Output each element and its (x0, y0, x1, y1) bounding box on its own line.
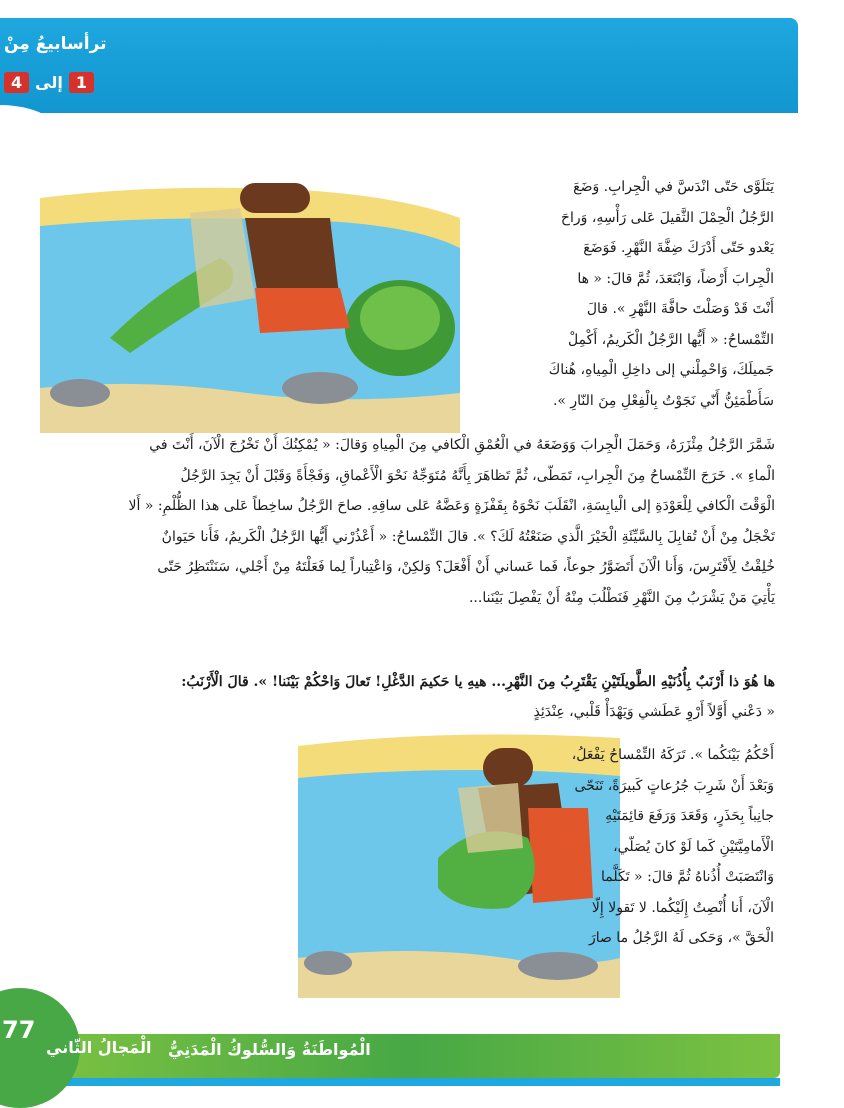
text-line: شَمَّرَ الرَّجُلُ مِئْزَرَهُ، وَحَمَلَ الْجِرابَ وَوَضَعَهُ في الْعُمْقِ الْكافي مِنَ الْمِياهِ وَقالَ: « يُمْكِنُكَ أَنْ تَخْرُجَ الْآنَ، أَنْتَ في (149, 437, 775, 453)
text-line: وَانْتَصَبَتْ أُذُناهُ ثُمَّ قالَ: « تَكَلَّما (600, 869, 774, 885)
text-line: التِّمْساحُ: « أَيُّها الرَّجُلُ الْكَريمُ، أَكْمِلْ (567, 331, 774, 348)
text-line: أَنْتَ قَدْ وَصَلْتَ حافَّةَ النَّهْرِ ». قالَ (586, 301, 774, 317)
text-line: تَخْجَلُ مِنْ أَنْ تُقابِلَ بِالسَّيِّئَةِ الْخَيْرَ الَّذي صَنَعْتُهُ لَكَ؟ ». قالَ التِّمْساحُ: « أَعْذُرْني أَيُّها الرَّجُلُ الْكَريمُ، فَأَنا حَيَوانٌ (161, 528, 775, 545)
text-line: أَحْكُمُ بَيْنَكُما ». تَرَكَهُ التِّمْساحُ يَفْعَلُ، (571, 747, 774, 763)
text-line: الْأَمامِيَّتَيْنِ كَما لَوْ كانَ يُصَلّي، (613, 838, 774, 855)
story-paragraph-2 (40, 430, 775, 613)
text-line: جانِباً بِحَذَرٍ، وَقَعَدَ وَرَفَعَ قائِمَتَيْهِ (605, 808, 774, 824)
text-line: الْجِرابَ أَرْضاً، وَابْتَعَدَ، ثُمَّ قالَ: « ها (577, 270, 774, 287)
story-paragraph-3 (40, 667, 775, 698)
text-line: جَميلَكَ، وَاحْمِلْني إلى داخِلِ الْمِياهِ، هُناكَ (548, 362, 774, 378)
text-line: يَأْتِيَ مَنْ يَشْرَبُ مِنَ النَّهْرِ فَنَطْلُبَ مِنْهُ أَنْ يَفْصِلَ بَيْنَنا... (468, 589, 775, 606)
story-paragraph-4 (40, 697, 775, 728)
story-paragraph-5 (571, 740, 774, 954)
footer-stripe (40, 1078, 780, 1086)
text-line: الْوَقْتَ الْكافي لِلْعَوْدَةِ إلى الْيابِسَةِ، انْقَلَبَ نَحْوَهُ بِقَفْزَةٍ وَعَضَّهُ عَلى ساقِهِ. صاحَ الرَّجُلُ ساخِطاً عَلى هذا الظُّلْمِ: « أَلا (128, 498, 775, 514)
story-paragraph-1 (474, 172, 774, 416)
week-range (4, 72, 94, 93)
text-line: سَأَطْمَئِنُّ أَنّي نَجَوْتُ بِالْفِعْلِ مِنَ النّارِ ». (552, 392, 774, 409)
text-line: الْحَقَّ »، وَحَكى لَهُ الرَّجُلُ ما صارَ (588, 930, 774, 946)
text-line: الرَّجُلُ الْحِمْلَ الثَّقيلَ عَلى رَأْسِهِ، وَراحَ (560, 209, 774, 226)
page-number: 77 (2, 1016, 36, 1044)
range-to-badge: 4 (4, 72, 29, 93)
range-prefix: إلى (35, 73, 63, 92)
text-line: وَبَعْدَ أَنْ شَرِبَ جُرُعاتٍ كَبيرَةً، تَنَحّى (574, 777, 774, 794)
footer-domain-label: الْمَجالُ الثّاني (46, 1038, 152, 1057)
text-line: ها هُوَ ذا أَرْنَبٌ بِأُذُنَيْهِ الطَّويلَتَيْنِ يَقْتَرِبُ مِنَ النَّهْرِ... هيهِ يا حَكيمَ الدَّغْلِ! تَعالَ وَاحْكُمْ بَيْنَنا! ». قالَ الْأَرْنَبُ: (181, 674, 775, 690)
range-from-badge: 1 (69, 72, 94, 93)
text-line: الْماءِ ». خَرَجَ التِّمْساحُ مِنَ الْجِرابِ، تَمَطّى، ثُمَّ تَظاهَرَ بِأَنَّهُ مُتَوَجِّهٌ نَحْوَ الْأَعْماقِ، وَفَجْأَةً وَقَبْلَ أَنْ يَجِدَ الرَّجُلُ (180, 467, 775, 484)
text-line: يَتَلَوَّى حَتّى انْدَسَّ في الْجِرابِ. وَضَعَ (573, 179, 774, 195)
text-line: « دَعْني أَوَّلاً أَرْوِ عَطَشي وَيَهْدَأْ قَلْبي، عِنْدَئِذٍ (533, 704, 775, 720)
text-line: خُلِقْتُ لِأَفْتَرِسَ، وَأَنا الْآنَ أَتَضَوَّرُ جوعاً، فَما عَساني أَنْ أَفْعَلَ؟ وَلكِنْ، وَاعْتِباراً لِما فَعَلْتَهُ مِنْ أَجْلي، سَنَنْتَظِرُ حَتّى (157, 559, 775, 575)
illustration-man-carrying-crocodile (40, 178, 460, 433)
weeks-title: ترأسابيعُ مِنْ (4, 34, 107, 54)
text-line: الْآنَ، أَنا أُنْصِتُ إِلَيْكُما. لا تَقولا إِلّا (591, 899, 774, 916)
text-line: يَعْدو حَتّى أَدْرَكَ ضِفَّةَ النَّهْرِ. فَوَضَعَ (583, 240, 774, 256)
header-banner (0, 18, 798, 113)
footer-theme-label: الْمُواطَنَةُ وَالسُّلوكُ الْمَدَنِيُّ (168, 1040, 371, 1059)
